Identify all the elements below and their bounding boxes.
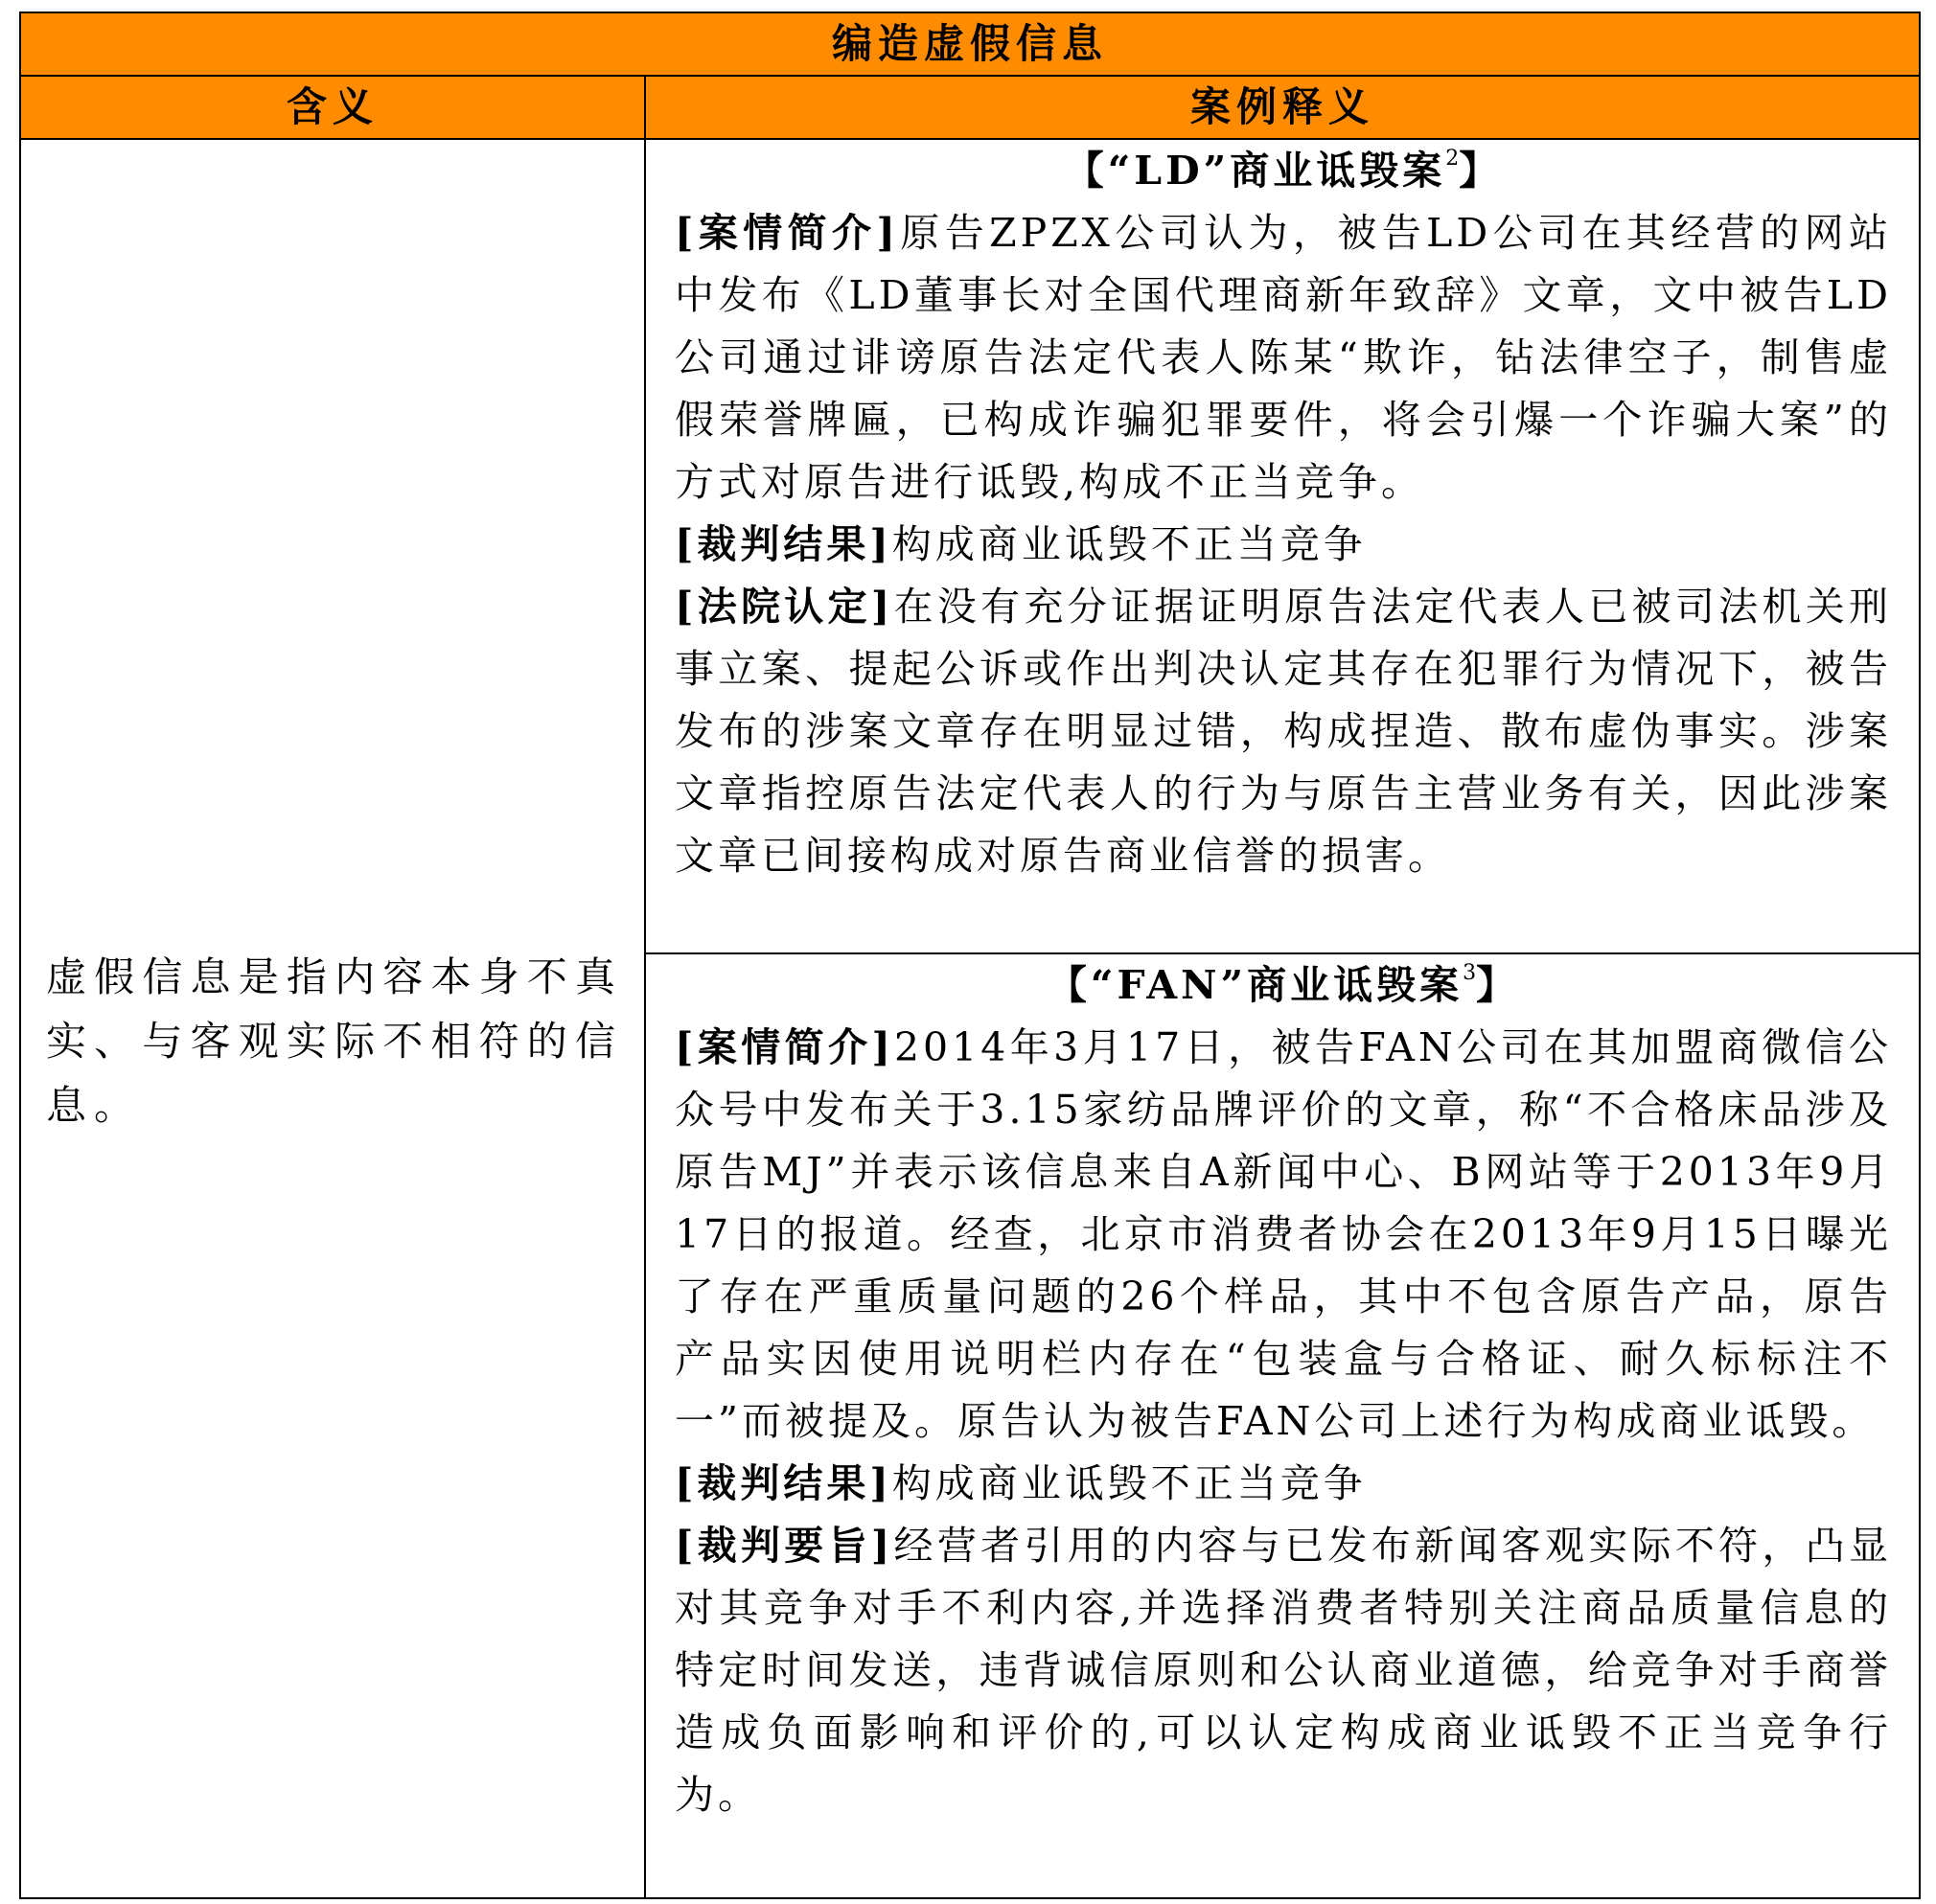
section-label: [案情简介] (675, 1024, 894, 1070)
case-section (675, 576, 1892, 887)
footnote-marker: 2 (1445, 147, 1460, 171)
definition-table (19, 11, 1921, 1899)
case-section (675, 514, 1892, 576)
case-section (675, 1515, 1892, 1826)
case-cell-fan (645, 953, 1920, 1898)
table-title: 编造虚假信息 (20, 12, 1920, 76)
case-section (675, 1017, 1892, 1453)
column-header-meaning: 含义 (20, 76, 645, 139)
section-label: [裁判结果] (675, 1460, 892, 1506)
case-title-close: 】 (1476, 962, 1520, 1008)
section-label: [裁判要旨] (675, 1523, 894, 1569)
section-text: 在没有充分证据证明原告法定代表人已被司法机关刑事立案、提起公诉或作出判决认定其存在犯罪行为情况下，被告发布的涉案文章存在明显过错，构成捏造、散布虚伪事实。涉案文章指控原告法定代表人的行为与原告主营业务有关，因此涉案文章已间接构成对原告商业信誉的损害。 (675, 584, 1893, 879)
section-text: 2014年3月17日，被告FAN公司在其加盟商微信公众号中发布关于3.15家纺品牌评价的文章，称“不合格床品涉及原告MJ”并表示该信息来自A新闻中心、B网站等于2013年9月17日的报道。经查，北京市消费者协会在2013年9月15日曝光了存在严重质量问题的26个样品，其中不包含原告产品，原告产品实因使用说明栏内存在“包装盒与合格证、耐久标标注不一”而被提及。原告认为被告FAN公司上述行为构成商业诋毁。 (675, 1024, 1893, 1444)
case-section (675, 1453, 1892, 1515)
case-title-ld (675, 140, 1892, 202)
column-header-cases: 案例释义 (645, 76, 1920, 139)
section-text: 构成商业诋毁不正当竞争 (891, 521, 1367, 567)
footnote-marker: 3 (1463, 961, 1477, 985)
section-label: [案情简介] (675, 210, 899, 256)
meaning-cell (20, 139, 645, 1898)
case-title-fan (675, 954, 1892, 1017)
case-title-close: 】 (1459, 148, 1503, 194)
section-text: 经营者引用的内容与已发布新闻客观实际不符，凸显对其竞争对手不利内容,并选择消费者特别关注商品质量信息的特定时间发送，违背诚信原则和公认商业道德，给竞争对手商誉造成负面影响和评价的,可以认定构成商业诋毁不正当竞争行为。 (675, 1523, 1893, 1818)
section-text: 构成商业诋毁不正当竞争 (891, 1460, 1367, 1506)
section-label: [裁判结果] (675, 521, 892, 567)
case-title-text: 【“FAN”商业诋毁案 (1047, 962, 1464, 1008)
case-cell-ld (645, 139, 1920, 953)
meaning-text: 虚假信息是指内容本身不真实、与客观实际不相符的信息。 (46, 952, 623, 1129)
case-title-text: 【“LD”商业诋毁案 (1064, 148, 1446, 194)
section-text: 原告ZPZX公司认为，被告LD公司在其经营的网站中发布《LD董事长对全国代理商新年致辞》文章，文中被告LD公司通过诽谤原告法定代表人陈某“欺诈，钻法律空子，制售虚假荣誉牌匾，已构成诈骗犯罪要件，将会引爆一个诈骗大案”的方式对原告进行诋毁,构成不正当竞争。 (675, 210, 1893, 505)
case-section (675, 202, 1892, 514)
section-label: [法院认定] (675, 584, 894, 630)
